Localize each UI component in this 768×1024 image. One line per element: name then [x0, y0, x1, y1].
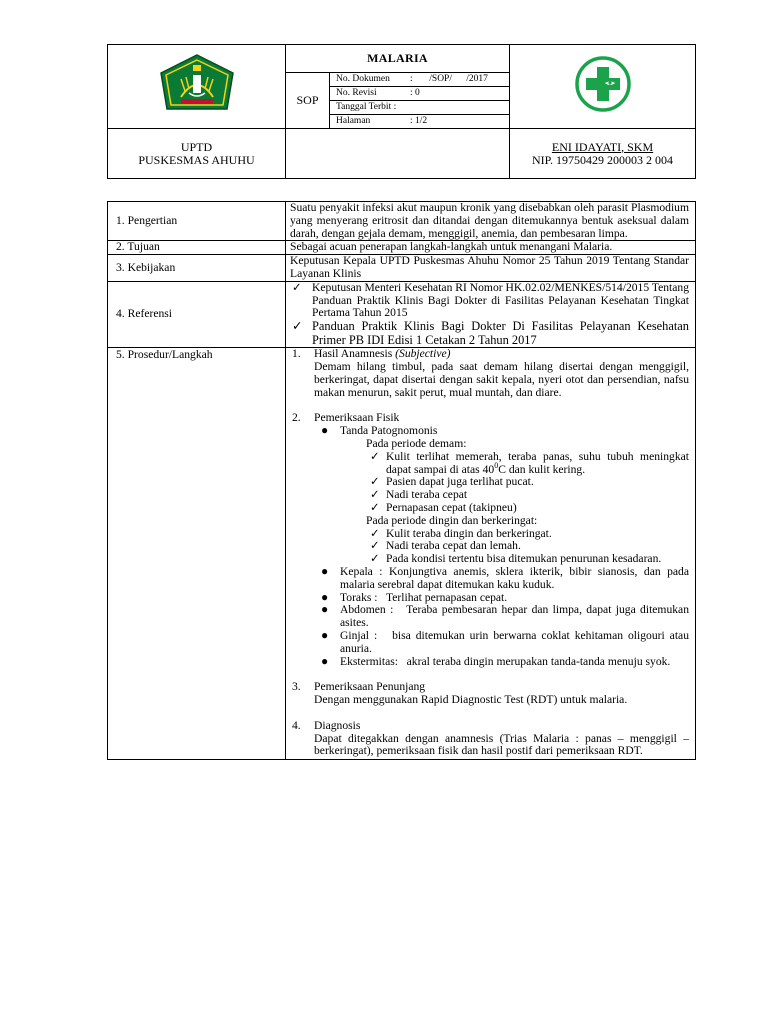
checkmark-icon: ✓: [370, 475, 380, 489]
regional-emblem-icon: [159, 53, 235, 115]
puskesmas-cross-icon: [574, 55, 632, 113]
list-item: ✓ Kulit terlihat memerah, teraba panas, suhu tubuh meningkat dapat sampai di atas $40^0C$ dan kulit kering.: [370, 449, 689, 476]
label-tujuan: 2. Tujuan: [108, 241, 286, 255]
label-prosedur: 5. Prosedur/Langkah: [108, 348, 286, 760]
prosedur-steps: [290, 347, 692, 758]
list-item: ✓ Panduan Praktik Klinis Bagi Dokter Di Fasilitas Pelayanan Kesehatan Primer PB IDI Edisi 1 Cetakan 2 Tahun 2017: [292, 319, 689, 347]
meta-value: /SOP/ /2017: [429, 73, 488, 84]
meta-label: Tanggal Terbit :: [330, 100, 509, 114]
text-tujuan: Sebagai acuan penerapan langkah-langkah untuk menangani Malaria.: [286, 241, 696, 255]
org-line-1: UPTD: [180, 139, 213, 154]
periode-demam-heading: Pada periode demam:: [366, 436, 467, 450]
checkmark-icon: ✓: [370, 500, 380, 514]
checkmark-icon: ✓: [292, 319, 303, 334]
row-pengertian: [108, 202, 696, 241]
list-item: ✓ Nadi teraba cepat dan lemah.: [370, 539, 521, 553]
meta-sep: : 1/2: [410, 116, 428, 126]
list-item: ✓ Pada kondisi tertentu bisa ditemukan penurunan kesadaran.: [370, 552, 662, 566]
row-prosedur: [108, 348, 696, 760]
step-anamnesis: 1. Hasil Anamnesis (Subjective) Demam hilang timbul, pada saat demam hilang disertai dengan menggigil, berkeringat, dapat disertai dengan sakit kepala, nyeri otot dan persendian, nafsu makan menurun, sakit perut, mual muntah, dan diare.: [292, 347, 689, 399]
step-title: Pemeriksaan Fisik: [314, 411, 400, 425]
step-pemeriksaan-penunjang: 3. Pemeriksaan Penunjang Dengan menggunakan Rapid Diagnostic Test (RDT) untuk malaria.: [290, 681, 689, 707]
document-meta: [330, 73, 510, 129]
sop-label: SOP: [286, 73, 330, 129]
step-text: Demam hilang timbul, pada saat demam hilang disertai dengan menggigil, berkeringat, dapat disertai dengan sakit kepala, nyeri otot dan persendian, nafsu makan menurun, sakit perut, mual muntah, dan diare.: [314, 359, 689, 399]
list-item: ✓ Keputusan Menteri Kesehatan RI Nomor HK.02.02/MENKES/514/2015 Tentang Panduan Praktik Klinis Bagi Dokter di Fasilitas Pelayanan Kesehatan Tingkat Pertama Tahun 2015: [292, 280, 690, 320]
step-title: Pemeriksaan Penunjang: [314, 680, 426, 694]
sop-content-table: [107, 201, 696, 760]
list-item: ● Abdomen : Teraba pembesaran hepar dan limpa, dapat juga ditemukan asites.: [321, 602, 692, 630]
bullet-icon: ●: [321, 653, 329, 668]
list-item: ● Kepala : Konjungtiva anemis, sklera ikterik, bibir sianosis, dan pada malaria serebral dapat ditemukan kaku kuduk.: [321, 563, 689, 591]
bullet-icon: ●: [321, 627, 329, 642]
meta-row-revisi: [330, 86, 509, 100]
org-line-2: PUSKESMAS AHUHU: [138, 152, 255, 167]
label-kebijakan: 3. Kebijakan: [108, 255, 286, 282]
meta-sep: : 0: [410, 87, 420, 98]
list-item: ● Ekstermitas: akral teraba dingin merupakan tanda-tanda menuju syok.: [321, 653, 671, 668]
text-pengertian: Suatu penyakit infeksi akut maupun kronik yang disebabkan oleh parasit Plasmodium yang menyerang eritrosit dan ditandai dengan ditemukannya bentuk aseksual dalam darah, dengan gejala demam, menggigil, anemia, dan pembesaran limpa.: [286, 202, 696, 241]
meta-label: No. Revisi: [330, 86, 404, 100]
row-tujuan: [108, 241, 696, 255]
puskesmas-logo-cell: [510, 45, 696, 129]
bullet-icon: ●: [321, 589, 329, 604]
bullet-icon: ●: [321, 563, 329, 578]
periode-dingin-heading: Pada periode dingin dan berkeringat:: [366, 513, 538, 527]
bullet-icon: ●: [321, 423, 329, 438]
sop-header-table: [107, 44, 696, 179]
checkmark-icon: ✓: [370, 526, 380, 540]
meta-row-halaman: [330, 115, 509, 129]
label-referensi: 4. Referensi: [108, 281, 286, 347]
row-kebijakan: [108, 255, 696, 282]
list-item: ✓ Pernapasan cepat (takipneu): [370, 500, 517, 514]
step-title: Diagnosis: [314, 718, 361, 732]
checkmark-icon: ✓: [292, 280, 302, 294]
meta-row-tanggal: [330, 100, 509, 114]
list-item: ✓ Nadi teraba cepat: [370, 488, 468, 502]
signer-name: ENI IDAYATI, SKM: [551, 139, 654, 154]
signer-block: [510, 129, 696, 179]
meta-sep: :: [410, 73, 413, 84]
step-title: Hasil Anamnesis: [314, 347, 393, 361]
signer-nip: NIP. 19750429 200003 2 004: [532, 152, 674, 167]
signature-area: [286, 129, 510, 179]
row-referensi: [108, 281, 696, 347]
text-kebijakan: Keputusan Kepala UPTD Puskesmas Ahuhu Nomor 25 Tahun 2019 Tentang Standar Layanan Klinis: [286, 255, 696, 282]
bullet-icon: ●: [321, 602, 329, 617]
step-pemeriksaan-fisik: 2. Pemeriksaan Fisik ● Tanda Patognomonis Pada periode demam: ✓ Kulit terlihat memerah, teraba panas, suhu tubuh meningkat dapat sampai di atas $40^0C$ dan kulit kering. ✓ Pasien dapat juga terlihat pucat. ✓ Nadi teraba cepat ✓ Pernapasan cepat (takipneu) Pada periode dingin dan berkeringat: ✓ Kulit teraba dingin dan berkeringat. ✓ Nadi teraba cepat dan lemah. ✓ Pada kondisi tertentu bisa ditemukan penurunan kesadaran. ● Kepala : Konjungtiva anemis, sklera ikterik, bibir sianosis, dan pada malaria serebral dapat ditemukan kaku kuduk. ● Toraks : Terlihat pernapasan cepat. ● Abdomen : Teraba pembesaran hepar dan limpa, dapat juga ditemukan asites. ● Ginjal : bisa ditemukan urin berwarna coklat kehitaman oligouri atau anuria. ● Ekstermitas: akral teraba dingin merupakan tanda-tanda menuju syok.: [292, 411, 692, 668]
document-title: MALARIA: [286, 45, 510, 73]
checkmark-icon: ✓: [370, 488, 380, 502]
step-diagnosis: 4. Diagnosis Dapat ditegakkan dengan anamnesis (Trias Malaria : panas – menggigil – berkeringat), pemeriksaan fisik dan hasil postif dari pemeriksaan RDT.: [292, 718, 689, 758]
step-text: Dapat ditegakkan dengan anamnesis (Trias Malaria : panas – menggigil – berkeringat), pemeriksaan fisik dan hasil postif dari pemeriksaan RDT.: [314, 731, 689, 758]
list-item: ✓ Pasien dapat juga terlihat pucat.: [370, 475, 534, 489]
label-pengertian: 1. Pengertian: [108, 202, 286, 241]
regional-logo-cell: [108, 45, 286, 129]
organization-name: [108, 129, 286, 179]
referensi-list: [290, 282, 689, 347]
meta-row-dokumen: [330, 73, 509, 86]
meta-label: No. Dokumen: [330, 73, 404, 86]
checkmark-icon: ✓: [370, 552, 380, 566]
checkmark-icon: ✓: [370, 449, 380, 463]
meta-label: Halaman: [336, 116, 371, 126]
list-item: ✓ Kulit teraba dingin dan berkeringat.: [370, 526, 552, 540]
list-item: ● Toraks : Terlihat pernapasan cepat.: [321, 589, 508, 604]
list-item: ● Tanda Patognomonis: [321, 423, 438, 438]
checkmark-icon: ✓: [370, 539, 380, 553]
step-text: Dengan menggunakan Rapid Diagnostic Test (RDT) untuk malaria.: [314, 693, 628, 707]
list-item: ● Ginjal : bisa ditemukan urin berwarna coklat kehitaman oligouri atau anuria.: [321, 627, 692, 655]
